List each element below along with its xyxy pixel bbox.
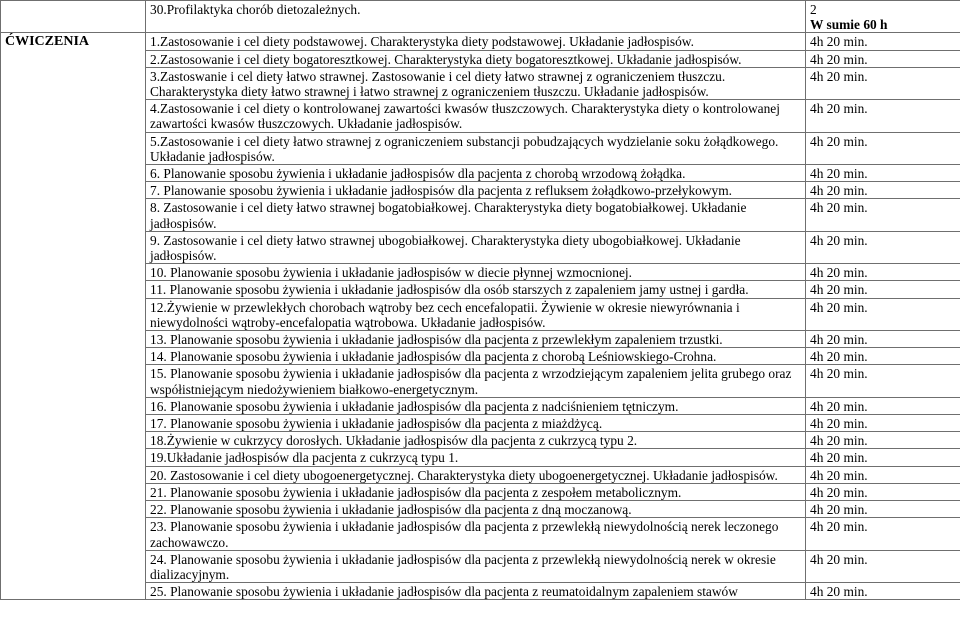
exercise-hours: 4h 20 min. bbox=[806, 518, 960, 550]
exercise-topic: 4.Zastosowanie i cel diety o kontrolowanej zawartości kwasów tłuszczowych. Charakterystyka diety o kontrolowanej zawartości kwasów tłuszczowych. Układanie jadłospisów. bbox=[146, 100, 806, 132]
exercise-hours: 4h 20 min. bbox=[806, 231, 960, 263]
exercise-hours: 4h 20 min. bbox=[806, 281, 960, 298]
exercise-hours: 4h 20 min. bbox=[806, 100, 960, 132]
exercise-topic: 19.Układanie jadłospisów dla pacjenta z cukrzycą typu 1. bbox=[146, 449, 806, 466]
exercise-topic: 24. Planowanie sposobu żywienia i układanie jadłospisów dla pacjenta z przewlekłą niewydolnością nerek w okresie dializacyjnym. bbox=[146, 550, 806, 582]
syllabus-body bbox=[1, 1, 960, 600]
exercise-hours: 4h 20 min. bbox=[806, 583, 960, 600]
exercise-topic: 6. Planowanie sposobu żywienia i układanie jadłospisów dla pacjenta z chorobą wrzodową żołądka. bbox=[146, 165, 806, 182]
header-hours-cell bbox=[806, 1, 960, 33]
exercise-hours: 4h 20 min. bbox=[806, 331, 960, 348]
total-hours-summary: W sumie 60 h bbox=[810, 17, 888, 33]
prior-topic-hours: 2 bbox=[810, 2, 817, 17]
exercise-hours: 4h 20 min. bbox=[806, 264, 960, 281]
exercise-hours: 4h 20 min. bbox=[806, 182, 960, 199]
exercise-topic: 17. Planowanie sposobu żywienia i układanie jadłospisów dla pacjenta z miażdżycą. bbox=[146, 415, 806, 432]
exercise-topic: 23. Planowanie sposobu żywienia i układanie jadłospisów dla pacjenta z przewlekłą niewydolnością nerek leczonego zachowawczo. bbox=[146, 518, 806, 550]
exercise-topic: 15. Planowanie sposobu żywienia i układanie jadłospisów dla pacjenta z wrzodziejącym zapaleniem jelita grubego oraz współistniejącym niedożywieniem białkowo-energetycznym. bbox=[146, 365, 806, 397]
exercise-hours: 4h 20 min. bbox=[806, 501, 960, 518]
empty-label-cell bbox=[1, 1, 146, 33]
exercise-topic: 21. Planowanie sposobu żywienia i układanie jadłospisów dla pacjenta z zespołem metabolicznym. bbox=[146, 483, 806, 500]
exercise-topic: 18.Żywienie w cukrzycy dorosłych. Układanie jadłospisów dla pacjenta z cukrzycą typu 2. bbox=[146, 432, 806, 449]
exercise-topic: 22. Planowanie sposobu żywienia i układanie jadłospisów dla pacjenta z dną moczanową. bbox=[146, 501, 806, 518]
exercise-topic: 12.Żywienie w przewlekłych chorobach wątroby bez cech encefalopatii. Żywienie w okresie niewyrównania i niewydolności wątroby-encefalopatia wątrobowa. Układanie jadłospisów. bbox=[146, 298, 806, 330]
exercise-hours: 4h 20 min. bbox=[806, 415, 960, 432]
exercise-topic: 13. Planowanie sposobu żywienia i układanie jadłospisów dla pacjenta z przewlekłym zapaleniem trzustki. bbox=[146, 331, 806, 348]
exercise-hours: 4h 20 min. bbox=[806, 298, 960, 330]
exercise-topic: 2.Zastosowanie i cel diety bogatoresztkowej. Charakterystyka diety bogatoresztkowej. Układanie jadłospisów. bbox=[146, 50, 806, 67]
exercise-hours: 4h 20 min. bbox=[806, 550, 960, 582]
exercise-hours: 4h 20 min. bbox=[806, 33, 960, 50]
exercise-topic: 25. Planowanie sposobu żywienia i układanie jadłospisów dla pacjenta z reumatoidalnym zapaleniem stawów bbox=[146, 583, 806, 600]
exercise-hours: 4h 20 min. bbox=[806, 199, 960, 231]
exercise-topic: 14. Planowanie sposobu żywienia i układanie jadłospisów dla pacjenta z chorobą Leśniowskiego-Crohna. bbox=[146, 348, 806, 365]
exercise-hours: 4h 20 min. bbox=[806, 365, 960, 397]
exercise-topic: 20. Zastosowanie i cel diety ubogoenergetycznej. Charakterystyka diety ubogoenergetycznej. Układanie jadłospisów. bbox=[146, 466, 806, 483]
exercise-row bbox=[1, 33, 960, 50]
exercise-topic: 9. Zastosowanie i cel diety łatwo strawnej ubogobiałkowej. Charakterystyka diety ubogobiałkowej. Układanie jadłospisów. bbox=[146, 231, 806, 263]
exercise-topic: 3.Zastoswanie i cel diety łatwo strawnej. Zastosowanie i cel diety łatwo strawnej z ograniczeniem tłuszczu. Charakterystyka diety łatwo strawnej i łatwo strawnej z ograniczeniem tłuszczu. Układanie jadłospisów. bbox=[146, 67, 806, 99]
exercise-topic: 10. Planowanie sposobu żywienia i układanie jadłospisów w diecie płynnej wzmocnionej. bbox=[146, 264, 806, 281]
prior-topic-cell: 30.Profilaktyka chorób dietozależnych. bbox=[146, 1, 806, 33]
exercise-hours: 4h 20 min. bbox=[806, 432, 960, 449]
section-label: ĆWICZENIA bbox=[1, 33, 146, 600]
exercise-topic: 16. Planowanie sposobu żywienia i układanie jadłospisów dla pacjenta z nadciśnieniem tętniczym. bbox=[146, 397, 806, 414]
exercise-hours: 4h 20 min. bbox=[806, 397, 960, 414]
exercise-hours: 4h 20 min. bbox=[806, 348, 960, 365]
exercise-topic: 11. Planowanie sposobu żywienia i układanie jadłospisów dla osób starszych z zapaleniem jamy ustnej i gardła. bbox=[146, 281, 806, 298]
exercise-hours: 4h 20 min. bbox=[806, 67, 960, 99]
exercise-hours: 4h 20 min. bbox=[806, 483, 960, 500]
exercise-topic: 1.Zastosowanie i cel diety podstawowej. Charakterystyka diety podstawowej. Układanie jadłospisów. bbox=[146, 33, 806, 50]
exercise-hours: 4h 20 min. bbox=[806, 50, 960, 67]
header-row bbox=[1, 1, 960, 33]
exercise-hours: 4h 20 min. bbox=[806, 132, 960, 164]
exercise-topic: 8. Zastosowanie i cel diety łatwo strawnej bogatobiałkowej. Charakterystyka diety bogatobiałkowej. Układanie jadłospisów. bbox=[146, 199, 806, 231]
exercise-hours: 4h 20 min. bbox=[806, 466, 960, 483]
exercise-hours: 4h 20 min. bbox=[806, 165, 960, 182]
exercise-topic: 5.Zastosowanie i cel diety łatwo strawnej z ograniczeniem substancji pobudzających wydzielanie soku żołądkowego. Układanie jadłospisów. bbox=[146, 132, 806, 164]
exercise-hours: 4h 20 min. bbox=[806, 449, 960, 466]
exercise-topic: 7. Planowanie sposobu żywienia i układanie jadłospisów dla pacjenta z refluksem żołądkowo-przełykowym. bbox=[146, 182, 806, 199]
